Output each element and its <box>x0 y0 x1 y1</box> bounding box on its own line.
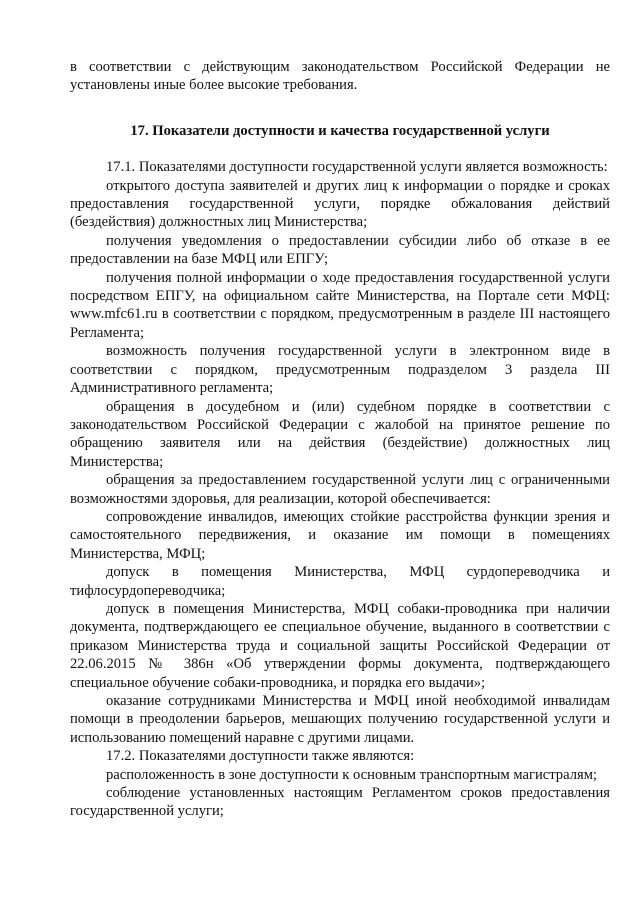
paragraph-appeal: обращения в досудебном и (или) судебном порядке в соответствии с законодательством Российской Федерации с жалобой на принятое решение по обращению заявителя или на действия (бездействие) должностных лиц Министерства; <box>70 398 610 470</box>
paragraph-guide-dog: допуск в помещения Министерства, МФЦ собаки-проводника при наличии документа, подтверждающего ее специальное обучение, выданного в соответствии с приказом Министерства труда и социальной защиты Российской Федерации от 22.06.2015 № 386н «Об утверждении формы документа, подтверждающего специальное обучение собаки-проводника, и порядка его выдачи»; <box>70 600 610 691</box>
intro-paragraph: в соответствии с действующим законодательством Российской Федерации не установлены иные более высокие требования. <box>70 59 610 94</box>
paragraph-disabled-access: обращения за предоставлением государственной услуги лиц с ограниченными возможностями здоровья, для реализации, которой обеспечивается: <box>70 472 610 507</box>
paragraph-deadlines: соблюдение установленных настоящим Регламентом сроков предоставления государственной услуги; <box>70 785 610 820</box>
paragraph-transport: расположенность в зоне доступности к основным транспортным магистралям; <box>106 766 597 783</box>
paragraph-electronic-service: возможность получения государственной услуги в электронном виде в соответствии с порядком, предусмотренным подразделом 3 раздела III Административного регламента; <box>70 343 610 397</box>
paragraph-notification: получения уведомления о предоставлении субсидии либо об отказе в ее предоставлении на базе МФЦ или ЕПГУ; <box>70 232 610 268</box>
paragraph-17-1: 17.1. Показателями доступности государственной услуги является возможность: <box>106 159 608 176</box>
document-page <box>70 58 610 821</box>
paragraph-open-access: открытого доступа заявителей и других лиц к информации о порядке и сроках предоставления государственной услуги, порядке обжалования действий (бездействия) должностных лиц Министерства; <box>70 177 610 231</box>
section-heading: 17. Показатели доступности и качества государственной услуги <box>130 122 550 139</box>
paragraph-17-2: 17.2. Показателями доступности также являются: <box>106 748 415 765</box>
paragraph-assistance: оказание сотрудниками Министерства и МФЦ иной необходимой инвалидам помощи в преодолении барьеров, мешающих получению государственной услуги и использованию помещений наравне с другими лицами. <box>70 693 610 746</box>
paragraph-escort: сопровождение инвалидов, имеющих стойкие расстройства функции зрения и самостоятельного передвижения, и оказание им помощи в помещениях Министерства, МФЦ; <box>70 508 610 562</box>
paragraph-interpreter: допуск в помещения Министерства, МФЦ сурдопереводчика и тифлосурдопереводчика; <box>70 564 610 599</box>
paragraph-full-information: получения полной информации о ходе предоставления государственной услуги посредством ЕПГУ, на официальном сайте Министерства, на Портале сети МФЦ: www.mfc61.ru в соответствии с порядком, предусмотренным в разделе III настоящего Регламента; <box>70 269 610 341</box>
